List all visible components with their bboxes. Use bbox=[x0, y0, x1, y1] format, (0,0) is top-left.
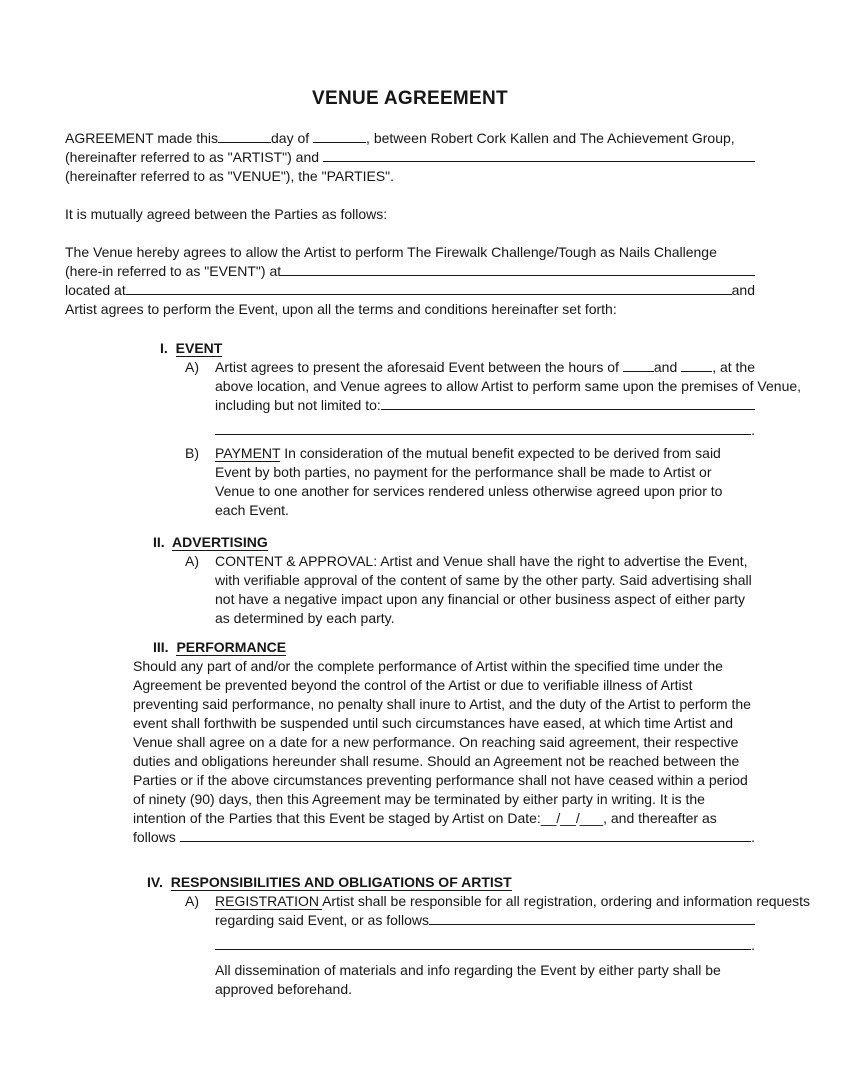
section-responsibilities bbox=[65, 873, 811, 999]
agreement-line-2 bbox=[65, 148, 755, 167]
advertising-item-a-label: A) bbox=[185, 553, 199, 569]
and-text: and bbox=[731, 282, 755, 298]
blank-located-at-field bbox=[126, 281, 732, 295]
hours-line bbox=[215, 358, 755, 377]
section-performance-heading bbox=[153, 638, 755, 657]
blank-premises-field-1 bbox=[381, 396, 755, 410]
blank-thereafter-field bbox=[180, 828, 751, 842]
item-b-body bbox=[215, 444, 755, 520]
venue-allows-line-2 bbox=[65, 262, 755, 281]
mutually-agreed-text: It is mutually agreed between the Parties as follows: bbox=[65, 206, 388, 222]
regarding-event-text: regarding said Event, or as follows bbox=[215, 912, 429, 928]
venue-allows-line-1: The Venue hereby agrees to allow the Artist to perform The Firewalk Challenge/Tough as Nails Challenge bbox=[65, 244, 717, 260]
blank-registration-field-1 bbox=[429, 911, 755, 925]
blank-day-field bbox=[218, 129, 271, 143]
section-advertising-item-a bbox=[185, 552, 755, 628]
registration-keyword: REGISTRATION bbox=[215, 893, 323, 909]
registration-period: . bbox=[751, 937, 755, 953]
hours-text-a: Artist agrees to present the aforesaid Event between the hours of bbox=[215, 359, 623, 375]
follows-line bbox=[133, 828, 755, 847]
section-performance bbox=[65, 638, 755, 847]
section-responsibilities-item-a bbox=[185, 892, 811, 999]
performance-text-1: Should any part of and/or the complete performance of Artist within the specified time under the Agreement be prevented beyond the control of the Artist or due to verifiable illness of Artist preventing said performance, no penalty shall inure to Artist, and the duty of the Artist to perform the event shall forthwith be suspended until such circumstances have eased, at which time Artist and Venue shall agree on a date for a new performance. On reaching said agreement, their respective duties and obligations hereunder shall resume. Should an Agreement not be reached between the Parties or if the above circumstances preventing performance shall not have ceased within a period of ninety (90) days, then this Agreement may be terminated by either party in writing. It is the intention of the Parties that this Event be staged by Artist on Date: bbox=[133, 658, 751, 826]
section-responsibilities-heading bbox=[147, 873, 755, 892]
section-event-numeral: I. bbox=[160, 340, 168, 356]
above-location-line: above location, and Venue agrees to allow Artist to perform same upon the premises of Venue, bbox=[215, 378, 802, 394]
payment-keyword: PAYMENT bbox=[215, 445, 281, 461]
registration-continuation-line bbox=[215, 936, 755, 955]
section-advertising bbox=[65, 533, 755, 628]
blank-registration-field-2 bbox=[215, 936, 751, 950]
section-event-heading bbox=[160, 339, 755, 358]
follows-period: . bbox=[751, 829, 755, 845]
item-a-label: A) bbox=[185, 359, 199, 375]
staged-date-blank: __/__/___ bbox=[540, 810, 604, 826]
section-advertising-numeral: II. bbox=[153, 534, 165, 550]
blank-hours-end-field bbox=[681, 358, 712, 372]
registration-text: Artist shall be responsible for all registration, ordering and information requests bbox=[322, 893, 811, 909]
section-performance-title: PERFORMANCE bbox=[176, 639, 287, 655]
located-at-text: located at bbox=[65, 282, 126, 298]
venue-allows-paragraph bbox=[65, 243, 755, 319]
between-parties-text: , between Robert Cork Kallen and The Achievement Group, bbox=[366, 130, 735, 146]
venue-allows-line-3 bbox=[65, 281, 755, 300]
hours-text-b: and bbox=[653, 359, 682, 375]
performance-body bbox=[133, 657, 755, 847]
section-advertising-title: ADVERTISING bbox=[172, 534, 268, 550]
blank-venue-party-field bbox=[323, 148, 755, 162]
including-continuation-line bbox=[215, 421, 755, 440]
registration-item-label: A) bbox=[185, 893, 199, 909]
registration-item-body bbox=[215, 892, 811, 999]
section-event-item-a bbox=[185, 358, 802, 440]
agreement-parties-paragraph bbox=[65, 129, 755, 186]
including-text: including but not limited to: bbox=[215, 397, 381, 413]
artist-reference-text: (hereinafter referred to as "ARTIST") and bbox=[65, 149, 323, 165]
registration-line-1 bbox=[215, 892, 811, 911]
including-line bbox=[215, 396, 755, 415]
dissemination-note: All dissemination of materials and info regarding the Event by either party shall be approved beforehand. bbox=[215, 962, 721, 997]
blank-hours-start-field bbox=[623, 358, 654, 372]
payment-text: In consideration of the mutual benefit expected to be derived from said Event by both parties, no payment for the performance shall be made to Artist or Venue to one another for services rendered unless otherwise agreed upon prior to each Event. bbox=[215, 445, 723, 518]
hours-text-c: , at the bbox=[712, 359, 755, 375]
including-period: . bbox=[751, 422, 755, 438]
day-of-text: day of bbox=[271, 130, 314, 146]
registration-line-2 bbox=[215, 911, 755, 930]
agreement-line-1 bbox=[65, 129, 755, 148]
blank-premises-field-2 bbox=[215, 421, 751, 435]
item-b-label: B) bbox=[185, 445, 199, 461]
section-event-title: EVENT bbox=[175, 340, 223, 356]
blank-event-at-field bbox=[281, 262, 755, 276]
section-event-item-b bbox=[185, 444, 755, 520]
content-approval-text: CONTENT & APPROVAL: Artist and Venue shall have the right to advertise the Event, with verifiable approval of the content of same by the other party. Said advertising shall not have a negative impact upon any financial or other business aspect of either party as determined by each party. bbox=[215, 553, 752, 626]
blank-month-field bbox=[313, 129, 366, 143]
item-a-body bbox=[215, 358, 802, 440]
section-performance-numeral: III. bbox=[153, 639, 169, 655]
agreement-made-text: AGREEMENT made this bbox=[65, 130, 219, 146]
performance-text-2: , and thereafter as bbox=[603, 810, 717, 826]
section-responsibilities-title: RESPONSIBILITIES AND OBLIGATIONS OF ARTIST bbox=[170, 874, 512, 890]
section-event bbox=[65, 339, 802, 520]
event-reference-text: (here-in referred to as "EVENT") at bbox=[65, 263, 282, 279]
document-title: VENUE AGREEMENT bbox=[312, 88, 508, 109]
follows-text: follows bbox=[133, 829, 180, 845]
section-responsibilities-numeral: IV. bbox=[147, 874, 163, 890]
venue-allows-line-4: Artist agrees to perform the Event, upon all the terms and conditions hereinafter set forth: bbox=[65, 301, 617, 317]
section-advertising-heading bbox=[153, 533, 755, 552]
venue-reference-text: (hereinafter referred to as "VENUE"), the "PARTIES". bbox=[65, 168, 395, 184]
